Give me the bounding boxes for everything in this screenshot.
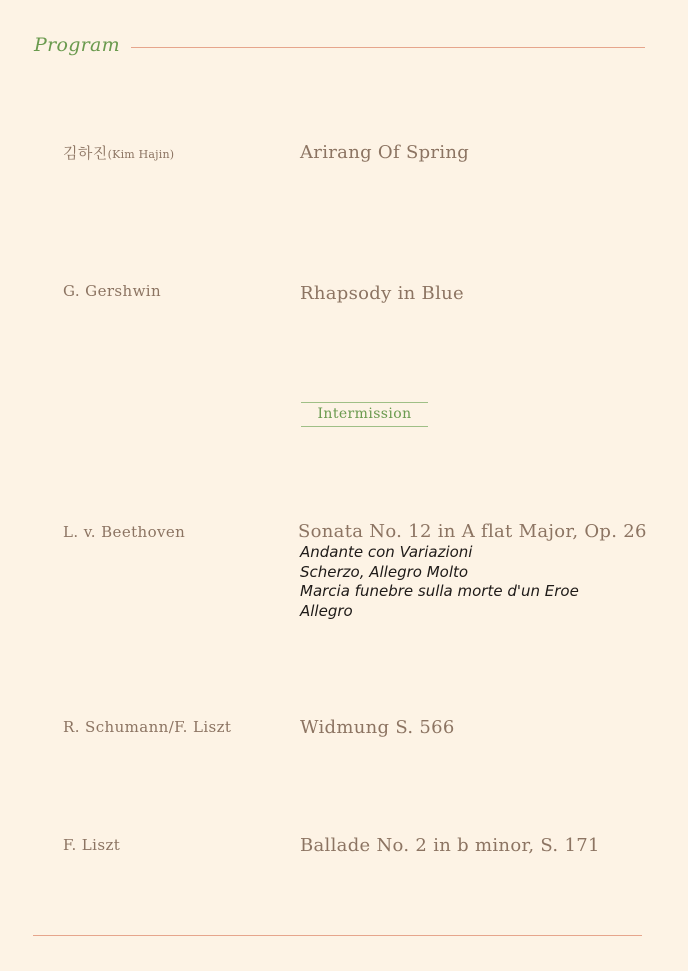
program-title: Program <box>34 34 120 56</box>
movement-item: Allegro <box>300 601 353 620</box>
composer-name: G. Gershwin <box>63 282 162 300</box>
composer-name-romanized: (Kim Hajin) <box>107 148 175 161</box>
composer-name-korean: 김하진 <box>63 144 108 162</box>
piece-title: Rhapsody in Blue <box>300 283 464 304</box>
piece-title: Sonata No. 12 in A flat Major, Op. 26 <box>298 521 647 542</box>
composer-name: R. Schumann/F. Liszt <box>63 718 232 736</box>
intermission-label: Intermission <box>301 402 428 427</box>
header-divider <box>131 47 645 48</box>
movement-item: Marcia funebre sulla morte d'un Eroe <box>300 582 579 600</box>
piece-title: Widmung S. 566 <box>300 717 455 738</box>
piece-title: Arirang Of Spring <box>300 142 470 163</box>
footer-divider <box>33 935 642 936</box>
piece-title: Ballade No. 2 in b minor, S. 171 <box>300 835 600 856</box>
composer-name <box>63 142 174 163</box>
movement-item: Scherzo, Allegro Molto <box>300 562 469 581</box>
composer-name: F. Liszt <box>63 836 121 854</box>
movement-list <box>300 543 579 621</box>
composer-name: L. v. Beethoven <box>63 523 186 541</box>
movement-item: Andante con Variazioni <box>300 543 473 561</box>
